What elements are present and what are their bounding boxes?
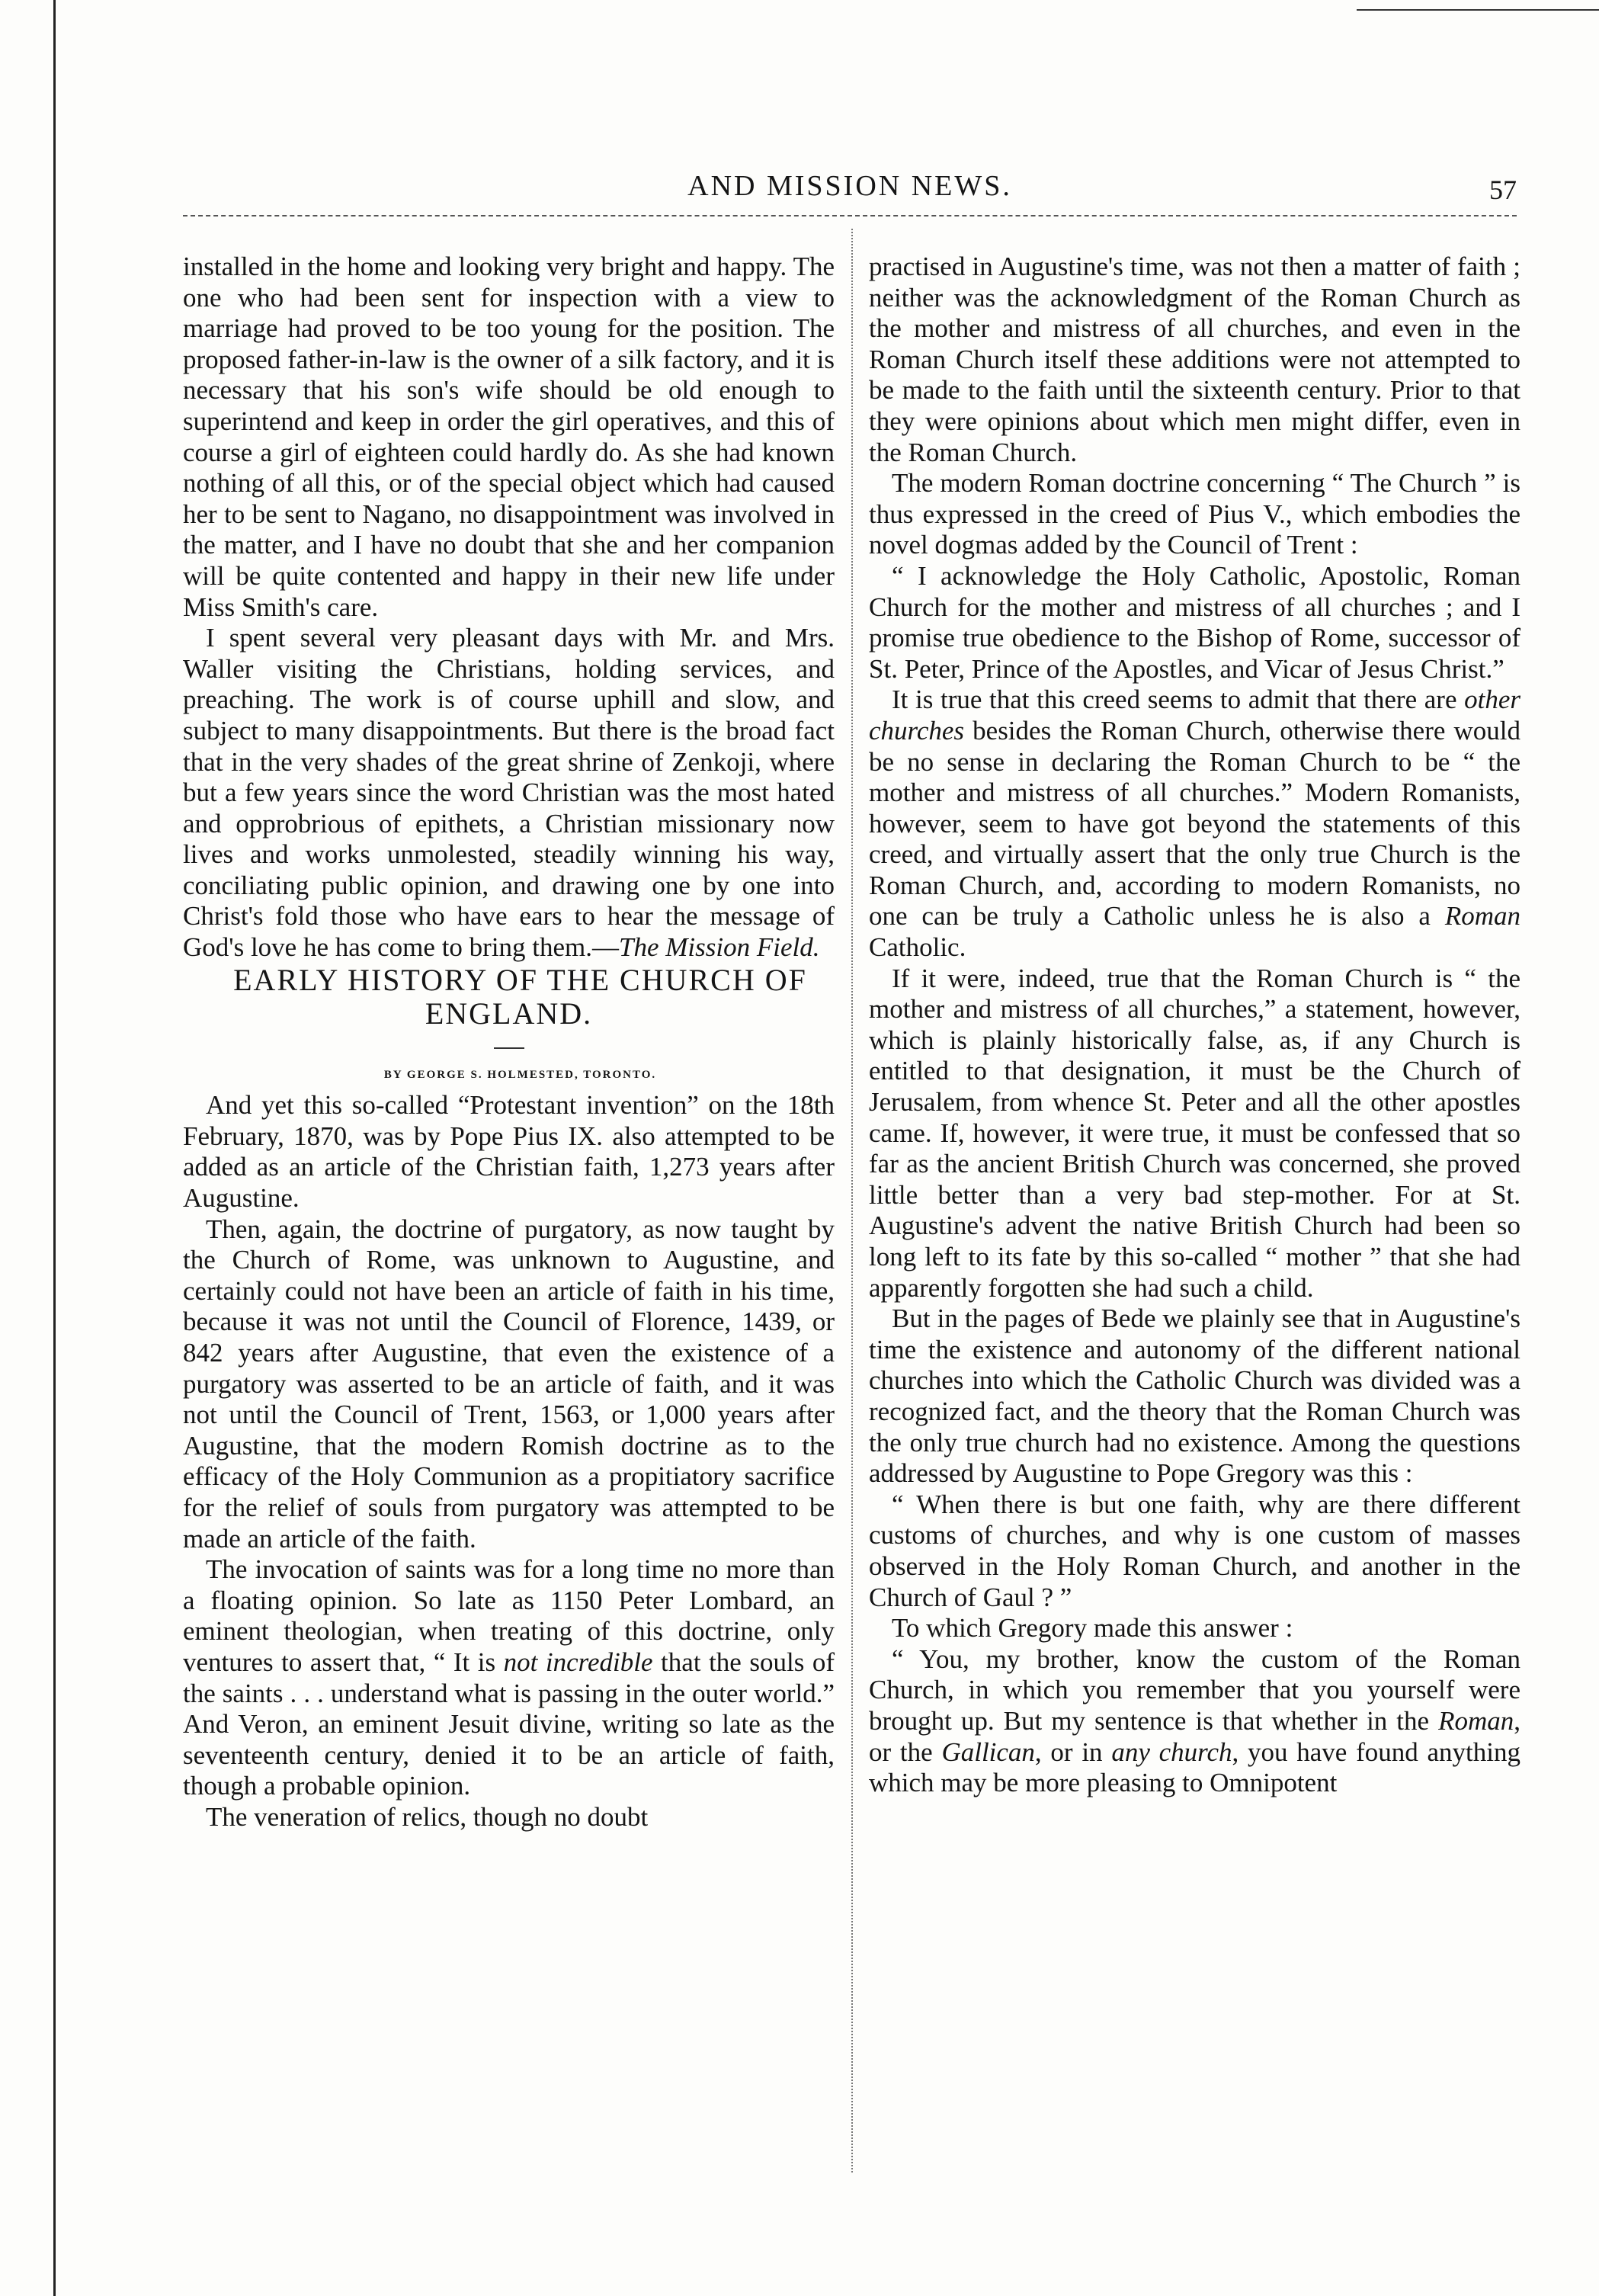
running-header (183, 169, 1517, 215)
emphasis: any church (1111, 1736, 1232, 1767)
answer-quote (869, 1644, 1520, 1799)
paragraph (183, 623, 835, 964)
paragraph (869, 685, 1520, 963)
paragraph-text: , you have found anything which may be more pleasing to Omnipotent (869, 1736, 1520, 1798)
creed-quote: “ I acknowledge the Holy Catholic, Apostolic, Roman Church for the mother and mistress of all churches ; and I promise true obedience to the Bishop of Rome, successor of St. Peter, Prince of the Apostles, and Vicar of Jesus Christ.” (869, 560, 1520, 684)
emphasis: not incredible (503, 1647, 653, 1677)
paragraph: installed in the home and looking very bright and happy. The one who had been sent for inspection with a view to marriage had proved to be too young for the position. The proposed father-in-law is the owner of a silk factory, and it is necessary that his son's wife should be old enough to superintend and keep in order the girl operatives, and this of course a girl of eighteen could hardly do. As she had known nothing of all this, or of the special object which had caused her to be sent to Nagano, no disappointment was involved in the matter, and I have no doubt that she and her companion will be quite contented and happy in their new life under Miss Smith's care. (183, 252, 835, 622)
paragraph: To which Gregory made this answer : (892, 1613, 1293, 1643)
emphasis: other churches (869, 685, 1520, 746)
paragraph-text: besides the Roman Church, otherwise there would be no sense in declaring the Roman Church to be “ the mother and mistress of all churches.” Modern Romanists, however, seem to have got beyond the statements of this creed, and virtually assert that the only true Church is the Roman Church, and, according to modern Romanists, no one can be truly a Catholic unless he is also a (869, 715, 1520, 932)
paragraph (183, 1554, 835, 1802)
paragraph-text: that the souls of the saints . . . understand what is passing in the outer world.” And Veron, an eminent Jesuit divine, writing so late as the seventeenth century, denied it to be an article of faith, though a probable opinion. (183, 1647, 835, 1801)
byline: BY GEORGE S. HOLMESTED, TORONTO. (383, 1068, 657, 1081)
emphasis: Gallican (941, 1736, 1035, 1767)
paragraph: The veneration of relics, though no doubt (206, 1801, 649, 1832)
page-number: 57 (1489, 175, 1517, 205)
paragraph-text: It is true that this creed seems to admit that there are (892, 685, 1465, 715)
article-title: EARLY HISTORY OF THE CHURCH OF ENGLAND. (233, 962, 807, 1031)
paragraph-text: “ You, my brother, know the custom of the Roman Church, in which you remember that you yourself were brought up. But my sentence is that whether in the (869, 1643, 1520, 1736)
top-margin-rule (1357, 9, 1599, 11)
question-quote: “ When there is but one faith, why are there different customs of churches, and why is one custom of masses observed in the Holy Roman Church, and another in the Church of Gaul ? ” (869, 1489, 1520, 1612)
right-column (869, 252, 1520, 1799)
title-divider (494, 1047, 524, 1049)
paragraph: And yet this so-called “Protestant invention” on the 18th February, 1870, was by Pope Pius IX. also attempted to be added as an article of the Christian faith, 1,273 years after Augustine. (183, 1090, 835, 1214)
paragraph-text: I spent several very pleasant days with Mr. and Mrs. Waller visiting the Christians, holding services, and preaching. The work is of course uphill and slow, and subject to many disappointments. But there is the broad fact that in the very shades of the great shrine of Zenkoji, where but a few years since the word Christian was the most hated and opprobrious of epithets, a Christian missionary now lives and works unmolested, steadily winning his way, conciliating public opinion, and drawing one by one into Christ's fold those who have ears to hear the message of God's love he has come to bring them.— (183, 623, 835, 963)
running-header-title: AND MISSION NEWS. (687, 170, 1012, 202)
paragraph: The modern Roman doctrine concerning “ The Church ” is thus expressed in the creed of Pius V., which embodies the novel dogmas added by the Council of Trent : (869, 468, 1520, 560)
source-citation: The Mission Field. (619, 932, 820, 963)
paragraph-text: , or in (1034, 1736, 1112, 1767)
binding-edge-rule (53, 0, 56, 2296)
column-divider (851, 229, 853, 2173)
paragraph-text: The invocation of saints was for a long time no more than a floating opinion. So late as 1150 Peter Lombard, an eminent theologian, when treating of this doctrine, only ventures to assert that, “ It is (183, 1554, 835, 1677)
header-rule (183, 215, 1517, 216)
emphasis: Roman (1444, 901, 1520, 932)
paragraph-text: Catholic. (869, 932, 966, 963)
emphasis: Roman (1438, 1705, 1514, 1736)
paragraph: practised in Augustine's time, was not then a matter of faith ; neither was the acknowledgment of the Roman Church as the mother and mistress of all churches, and even in the Roman Church itself these additions were not attempted to be made to the faith until the sixteenth century. Prior to that they were opinions about which men might differ, even in the Roman Church. (869, 252, 1520, 467)
paragraph: If it were, indeed, true that the Roman Church is “ the mother and mistress of all churches,” a statement, however, which is plainly historically false, as, if any Church is entitled to that designation, it must be the Church of Jerusalem, from whence St. Peter and all the other apostles came. If, however, it were true, it must be confessed that so far as the ancient British Church was concerned, she proved little better than a very bad step-mother. For at St. Augustine's advent the native British Church had been so long left to its fate by this so-called “ mother ” that she had apparently forgotten she had such a child. (869, 963, 1520, 1303)
paragraph: Then, again, the doctrine of purgatory, as now taught by the Church of Rome, was unknown to Augustine, and certainly could not have been an article of faith in his time, because it was not until the Council of Florence, 1439, or 842 years after Augustine, that even the existence of a purgatory was asserted to be an article of faith, and it was not until the Council of Trent, 1563, or 1,000 years after Augustine, that the modern Romish doctrine as to the efficacy of the Holy Communion as a propitiatory sacrifice for the relief of souls from purgatory was attempted to be made an article of the faith. (183, 1214, 835, 1554)
left-column (183, 252, 835, 1833)
paragraph-text: , or the (869, 1705, 1520, 1767)
paragraph: But in the pages of Bede we plainly see that in Augustine's time the existence and autonomy of the different national churches into which the Catholic Church was divided was a recognized fact, and the theory that the Roman Church was the only true church had no existence. Among the questions addressed by Augustine to Pope Gregory was this : (869, 1304, 1520, 1489)
